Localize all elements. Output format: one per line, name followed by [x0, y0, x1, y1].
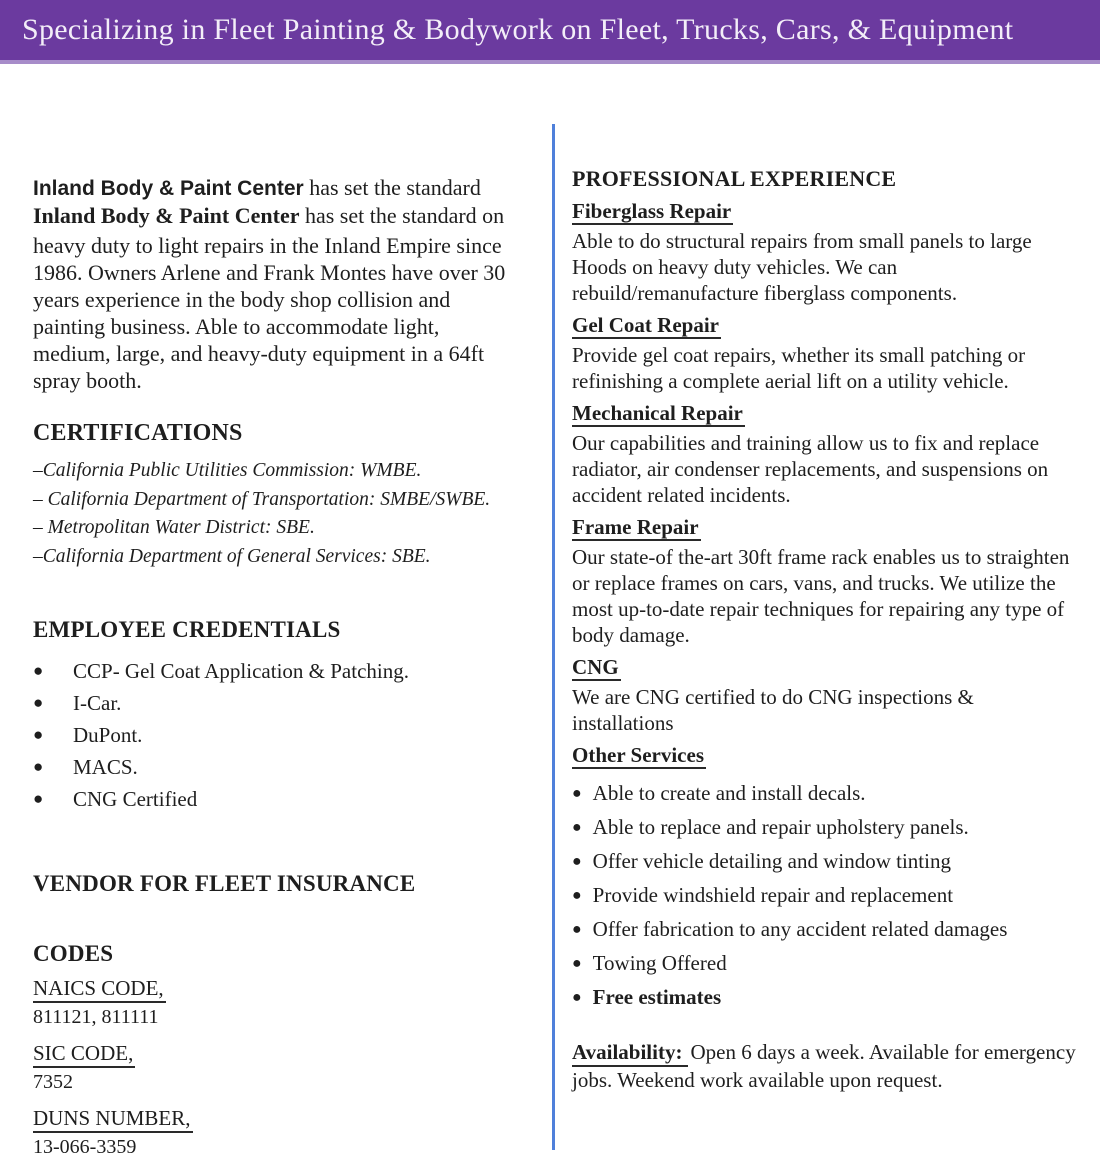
credentials-list: [33, 655, 515, 815]
code-entry: [33, 1040, 515, 1096]
intro-line1-text: has set the standard: [303, 175, 481, 200]
bullet-icon: ●: [572, 921, 582, 938]
company-name-sans: Inland Body & Paint Center: [33, 177, 304, 200]
professional-experience-heading: PROFESSIONAL EXPERIENCE: [572, 166, 897, 191]
credential-item: [33, 687, 515, 719]
section-title: Other Services: [572, 743, 704, 767]
section-other-services: [572, 743, 1080, 1010]
company-name-serif: Inland Body & Paint Center: [33, 203, 300, 228]
bullet-icon: ●: [572, 887, 582, 904]
code-entry: [33, 1105, 515, 1161]
section-title: Fiberglass Repair: [572, 199, 732, 223]
section-body: Our state-of the-art 30ft frame rack enables us to straighten or replace frames on cars, vans, and trucks. We utilize the most up-to-date repair techniques for repairing any type of body damage.: [572, 545, 1070, 647]
certifications-heading: CERTIFICATIONS: [33, 420, 243, 446]
service-item: [572, 985, 1080, 1010]
bullet-icon: ●: [572, 785, 582, 802]
service-text: Offer vehicle detailing and window tinting: [592, 849, 951, 873]
vendor-heading: VENDOR FOR FLEET INSURANCE: [33, 871, 416, 896]
duns-number-value: 13-066-3359: [33, 1136, 137, 1158]
certification-item: – California Department of Transportation: SMBE/SWBE.: [33, 488, 491, 510]
other-services-list: [572, 781, 1080, 1010]
availability-label: Availability:: [572, 1039, 688, 1067]
intro-paragraph: [33, 174, 515, 229]
service-text: Offer fabrication to any accident related damages: [592, 917, 1008, 941]
certification-item: – Metropolitan Water District: SBE.: [33, 517, 315, 538]
availability-paragraph: [572, 1039, 1080, 1093]
availability-text: Open 6 days a week. Available for emergency jobs. Weekend work available upon request.: [572, 1040, 1076, 1092]
section-body: Able to do structural repairs from small panels to large Hoods on heavy duty vehicles. We can rebuild/remanufacture fiberglass components.: [572, 229, 1032, 305]
service-text: Able to replace and repair upholstery panels.: [592, 815, 969, 839]
code-entry: [33, 975, 515, 1031]
employee-credentials-heading: EMPLOYEE CREDENTIALS: [33, 617, 341, 642]
bullet-icon: ●: [572, 955, 582, 972]
section-title: Gel Coat Repair: [572, 313, 719, 337]
section-gel-coat-repair: [572, 313, 1080, 394]
certification-item: –California Public Utilities Commission: WMBE.: [33, 460, 422, 481]
section-cng: [572, 655, 1080, 736]
duns-number-label: DUNS NUMBER,: [33, 1105, 193, 1133]
bullet-icon: ●: [33, 725, 44, 744]
credential-item: [33, 783, 515, 815]
service-item: [572, 815, 1080, 840]
bullet-icon: ●: [33, 789, 44, 808]
service-text: Towing Offered: [592, 951, 727, 975]
credential-item: [33, 751, 515, 783]
service-item: [572, 781, 1080, 806]
service-item: [572, 849, 1080, 874]
section-mechanical-repair: [572, 401, 1080, 508]
credential-text: I-Car.: [73, 691, 122, 715]
section-body: We are CNG certified to do CNG inspections & installations: [572, 685, 974, 735]
section-fiberglass-repair: [572, 199, 1080, 306]
section-body: Our capabilities and training allow us to fix and replace radiator, air condenser replacements, and suspensions on accident related incidents.: [572, 431, 1049, 507]
section-body: Provide gel coat repairs, whether its small patching or refinishing a complete aerial lift on a utility vehicle.: [572, 343, 1026, 393]
section-title: Mechanical Repair: [572, 401, 743, 425]
bullet-icon: ●: [572, 819, 582, 836]
certifications-list: [33, 457, 515, 571]
service-item: [572, 917, 1080, 942]
naics-code-value: 811121, 811111: [33, 1006, 159, 1028]
document-body: [0, 64, 1100, 1158]
bullet-icon: ●: [572, 853, 582, 870]
section-title: Frame Repair: [572, 515, 699, 539]
codes-heading: CODES: [33, 941, 114, 966]
service-text: Able to create and install decals.: [592, 781, 866, 805]
credential-item: [33, 719, 515, 751]
credential-item: [33, 655, 515, 687]
bullet-icon: ●: [572, 989, 582, 1006]
sic-code-label: SIC CODE,: [33, 1040, 135, 1068]
column-divider-line: [552, 124, 555, 1150]
certification-item: –California Department of General Services: SBE.: [33, 545, 431, 567]
credential-text: CNG Certified: [73, 787, 198, 811]
bullet-icon: ●: [33, 757, 44, 776]
credential-text: CCP- Gel Coat Application & Patching.: [73, 659, 409, 683]
sic-code-value: 7352: [33, 1071, 73, 1093]
section-title: CNG: [572, 655, 619, 679]
codes-list: [33, 975, 515, 1161]
credential-text: DuPont.: [73, 723, 143, 747]
credential-text: MACS.: [73, 755, 138, 779]
banner-tagline: Specializing in Fleet Painting & Bodywork on Fleet, Trucks, Cars, & Equipment: [22, 13, 1014, 46]
naics-code-label: NAICS CODE,: [33, 975, 166, 1003]
service-item: [572, 951, 1080, 976]
service-text-free-estimates: Free estimates: [592, 985, 722, 1009]
left-column: [33, 64, 515, 1170]
header-banner: [0, 0, 1100, 64]
intro-body-text: heavy duty to light repairs in the Inland Empire since 1986. Owners Arlene and Frank Montes have over 30 years experience in the body shop collision and painting business. Able to accommodate light, medium, large, and heavy-duty equipment in a 64ft spray booth.: [33, 233, 506, 393]
right-column: [572, 64, 1080, 1170]
intro-line2-text: has set the standard on: [299, 203, 505, 228]
section-frame-repair: [572, 515, 1080, 648]
service-text: Provide windshield repair and replacement: [592, 883, 954, 907]
service-item: [572, 883, 1080, 908]
bullet-icon: ●: [33, 693, 44, 712]
bullet-icon: ●: [33, 661, 44, 680]
